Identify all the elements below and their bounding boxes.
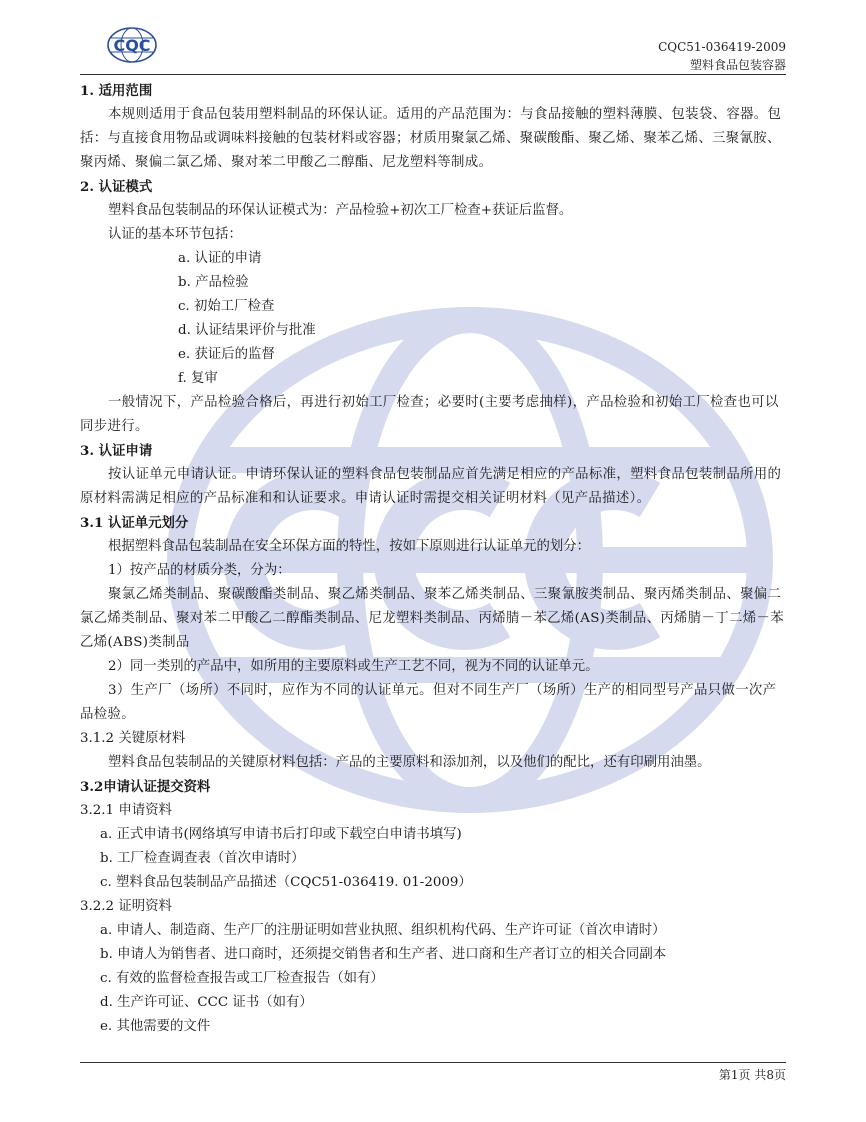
section-3-2-title: 3.2申请认证提交资料 <box>80 779 211 795</box>
section-3-1-paragraph-5: 3）生产厂（场所）不同时，应作为不同的认证单元。但对不同生产厂（场所）生产的相同型号产品只做一次产品检验。 <box>80 683 777 722</box>
list-item: c. 初始工厂检查 <box>178 299 275 314</box>
logo-text: CQC <box>113 36 151 55</box>
section-3-1-paragraph-1: 根据塑料食品包装制品在安全环保方面的特性，按如下原则进行认证单元的划分： <box>108 539 591 554</box>
list-item: b. 产品检验 <box>178 275 249 290</box>
section-3-1-paragraph-2: 1）按产品的材质分类，分为： <box>108 563 291 578</box>
section-3-2-1-title: 3.2.1 申请资料 <box>80 803 172 818</box>
section-2-paragraph-3: 一般情况下，产品检验合格后，再进行初始工厂检查；必要时(主要考虑抽样)，产品检验和初始工厂检查也可以同步进行。 <box>80 395 779 434</box>
section-3-title: 3. 认证申请 <box>80 443 153 459</box>
cqc-logo <box>106 26 158 64</box>
section-2-title: 2. 认证模式 <box>80 179 153 195</box>
list-item: e. 获证后的监督 <box>178 347 275 362</box>
section-3-1-title: 3.1 认证单元划分 <box>80 515 189 531</box>
section-2-paragraph-1: 塑料食品包装制品的环保认证模式为：产品检验+初次工厂检查+获证后监督。 <box>108 203 573 218</box>
list-item: a. 申请人、制造商、生产厂的注册证明如营业执照、组织机构代码、生产许可证（首次申请时） <box>100 923 666 938</box>
section-3-1-2-paragraph: 塑料食品包装制品的关键原材料包括：产品的主要原料和添加剂，以及他们的配比，还有印刷用油墨。 <box>108 755 711 770</box>
list-item: a. 认证的申请 <box>178 251 262 266</box>
section-1-title: 1. 适用范围 <box>80 83 153 99</box>
section-3-paragraph: 按认证单元申请认证。申请环保认证的塑料食品包装制品应首先满足相应的产品标准，塑料食品包装制品所用的原材料需满足相应的产品标准和和认证要求。申请认证时需提交相关证明材料（见产品描述）。 <box>80 467 782 506</box>
list-item: c. 有效的监督检查报告或工厂检查报告（如有） <box>100 971 384 986</box>
doc-code: CQC51-036419-2009 <box>658 40 786 54</box>
section-3-2-2-title: 3.2.2 证明资料 <box>80 899 172 914</box>
section-3-1-2-title: 3.1.2 关键原材料 <box>80 731 186 746</box>
section-3-1-paragraph-4: 2）同一类别的产品中，如所用的主要原料或生产工艺不同，视为不同的认证单元。 <box>108 659 599 674</box>
list-item: a. 正式申请书(网络填写申请书后打印或下载空白申请书填写) <box>100 827 462 842</box>
list-item: b. 工厂检查调查表（首次申请时） <box>100 851 305 866</box>
header-info <box>658 38 786 74</box>
footer-rule <box>80 1062 786 1063</box>
list-item: f. 复审 <box>178 371 218 386</box>
header-rule <box>80 74 786 75</box>
list-item: c. 塑料食品包装制品产品描述（CQC51-036419. 01-2009） <box>100 875 472 890</box>
section-1-paragraph: 本规则适用于食品包装用塑料制品的环保认证。适用的产品范围为：与食品接触的塑料薄膜、包装袋、容器。包括：与直接食用物品或调味料接触的包装材料或容器；材质用聚氯乙烯、聚碳酸酯、聚乙烯、聚苯乙烯、三聚氰胺、聚丙烯、聚偏二氯乙烯、聚对苯二甲酸乙二醇酯、尼龙塑料等制成。 <box>80 107 782 170</box>
list-item: e. 其他需要的文件 <box>100 1019 211 1034</box>
section-2-paragraph-2: 认证的基本环节包括： <box>108 227 242 242</box>
list-item: d. 认证结果评价与批准 <box>178 323 316 338</box>
page-number: 第1页 共8页 <box>718 1068 786 1082</box>
doc-subtitle: 塑料食品包装容器 <box>689 58 786 72</box>
document-body <box>80 79 786 1039</box>
list-item: b. 申请人为销售者、进口商时，还须提交销售者和生产者、进口商和生产者订立的相关合同副本 <box>100 947 667 962</box>
list-item: d. 生产许可证、CCC 证书（如有） <box>100 995 313 1010</box>
section-3-1-paragraph-3: 聚氯乙烯类制品、聚碳酸酯类制品、聚乙烯类制品、聚苯乙烯类制品、三聚氰胺类制品、聚丙烯类制品、聚偏二氯乙烯类制品、聚对苯二甲酸乙二醇酯类制品、尼龙塑料类制品、丙烯腈－苯乙烯(AS)类制品、丙烯腈－丁二烯－苯乙烯(ABS)类制品 <box>80 587 784 650</box>
